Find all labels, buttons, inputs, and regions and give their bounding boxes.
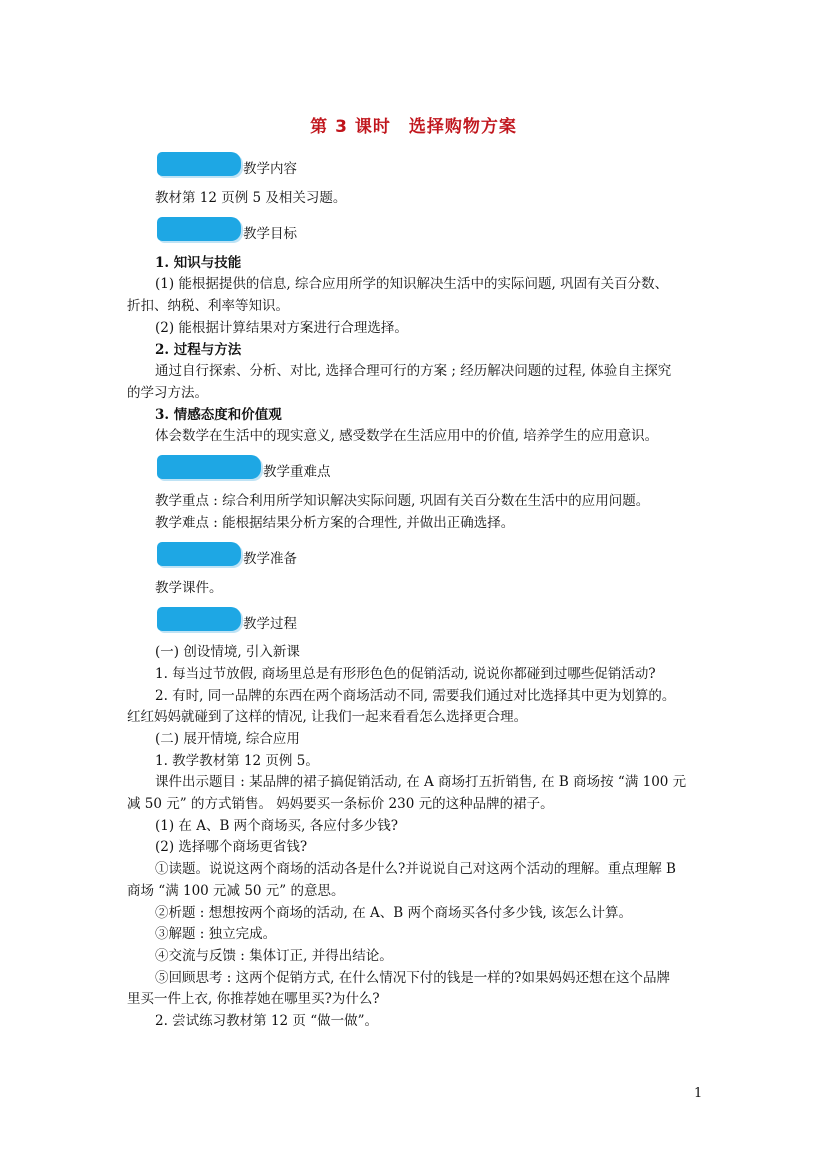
text-line: 商场 “满 100 元减 50 元” 的意思。	[127, 883, 345, 899]
section-pill	[157, 217, 241, 241]
section-pill	[157, 152, 241, 176]
text-line: (2) 能根据计算结果对方案进行合理选择。	[155, 320, 408, 336]
text-line: 折扣、纳税、利率等知识。	[127, 298, 289, 314]
text-line: ②析题 : 想想按两个商场的活动, 在 A、B 两个商场买各付多少钱, 该怎么计算。	[155, 905, 633, 921]
text-line: (1) 能根据提供的信息, 综合应用所学的知识解决生活中的实际问题, 巩固有关百分数、	[155, 276, 669, 292]
text-line: 教学课件。	[155, 580, 223, 596]
text-line: ③解题 : 独立完成。	[155, 926, 277, 942]
section-label: 教学重难点	[263, 464, 331, 480]
page-title: 第 3 课时 选择购物方案	[310, 117, 517, 137]
text-line: (二) 展开情境, 综合应用	[155, 731, 300, 747]
text-line: 教学重点 : 综合利用所学知识解决实际问题, 巩固有关百分数在生活中的应用问题。	[155, 493, 650, 509]
text-line: 2. 尝试练习教材第 12 页 “做一做”。	[155, 1013, 379, 1029]
text-line: 教材第 12 页例 5 及相关习题。	[155, 190, 347, 206]
text-line: (1) 在 A、B 两个商场买, 各应付多少钱?	[155, 818, 398, 834]
text-line: 3. 情感态度和价值观	[155, 407, 282, 423]
section-pill	[157, 542, 241, 566]
section-pill	[157, 455, 261, 479]
text-line: 教学难点 : 能根据结果分析方案的合理性, 并做出正确选择。	[155, 515, 515, 531]
text-line: 的学习方法。	[127, 385, 208, 401]
text-line: 减 50 元” 的方式销售。 妈妈要买一条标价 230 元的这种品牌的裙子。	[127, 796, 554, 812]
page-number: 1	[694, 1086, 703, 1101]
section-label: 教学内容	[243, 161, 297, 177]
text-line: (2) 选择哪个商场更省钱?	[155, 839, 308, 855]
text-line: ④交流与反馈 : 集体订正, 并得出结论。	[155, 948, 393, 964]
text-line: 1. 每当过节放假, 商场里总是有形形色色的促销活动, 说说你都碰到过哪些促销活动?	[155, 666, 656, 682]
text-line: 通过自行探索、分析、对比, 选择合理可行的方案 ; 经历解决问题的过程, 体验自主探究	[155, 363, 672, 379]
section-pill	[157, 607, 241, 631]
text-line: ⑤回顾思考 : 这两个促销方式, 在什么情况下付的钱是一样的?如果妈妈还想在这个品牌	[155, 970, 670, 986]
text-line: 红红妈妈就碰到了这样的情况, 让我们一起来看看怎么选择更合理。	[127, 709, 528, 725]
text-line: 1. 知识与技能	[155, 255, 242, 271]
section-label: 教学过程	[243, 616, 297, 632]
text-line: 体会数学在生活中的现实意义, 感受数学在生活应用中的价值, 培养学生的应用意识。	[155, 428, 659, 444]
text-line: (一) 创设情境, 引入新课	[155, 644, 300, 660]
text-line: ①读题。说说这两个商场的活动各是什么?并说说自己对这两个活动的理解。重点理解 B	[155, 861, 676, 877]
text-line: 1. 教学教材第 12 页例 5。	[155, 753, 319, 769]
section-label: 教学目标	[243, 226, 297, 242]
text-line: 里买一件上衣, 你推荐她在哪里买?为什么?	[127, 991, 380, 1007]
text-line: 2. 过程与方法	[155, 342, 242, 358]
text-line: 2. 有时, 同一品牌的东西在两个商场活动不同, 需要我们通过对比选择其中更为划算的。	[155, 688, 676, 704]
text-line: 课件出示题目 : 某品牌的裙子搞促销活动, 在 A 商场打五折销售, 在 B 商场按 “满 100 元	[155, 774, 687, 790]
section-label: 教学准备	[243, 551, 297, 567]
